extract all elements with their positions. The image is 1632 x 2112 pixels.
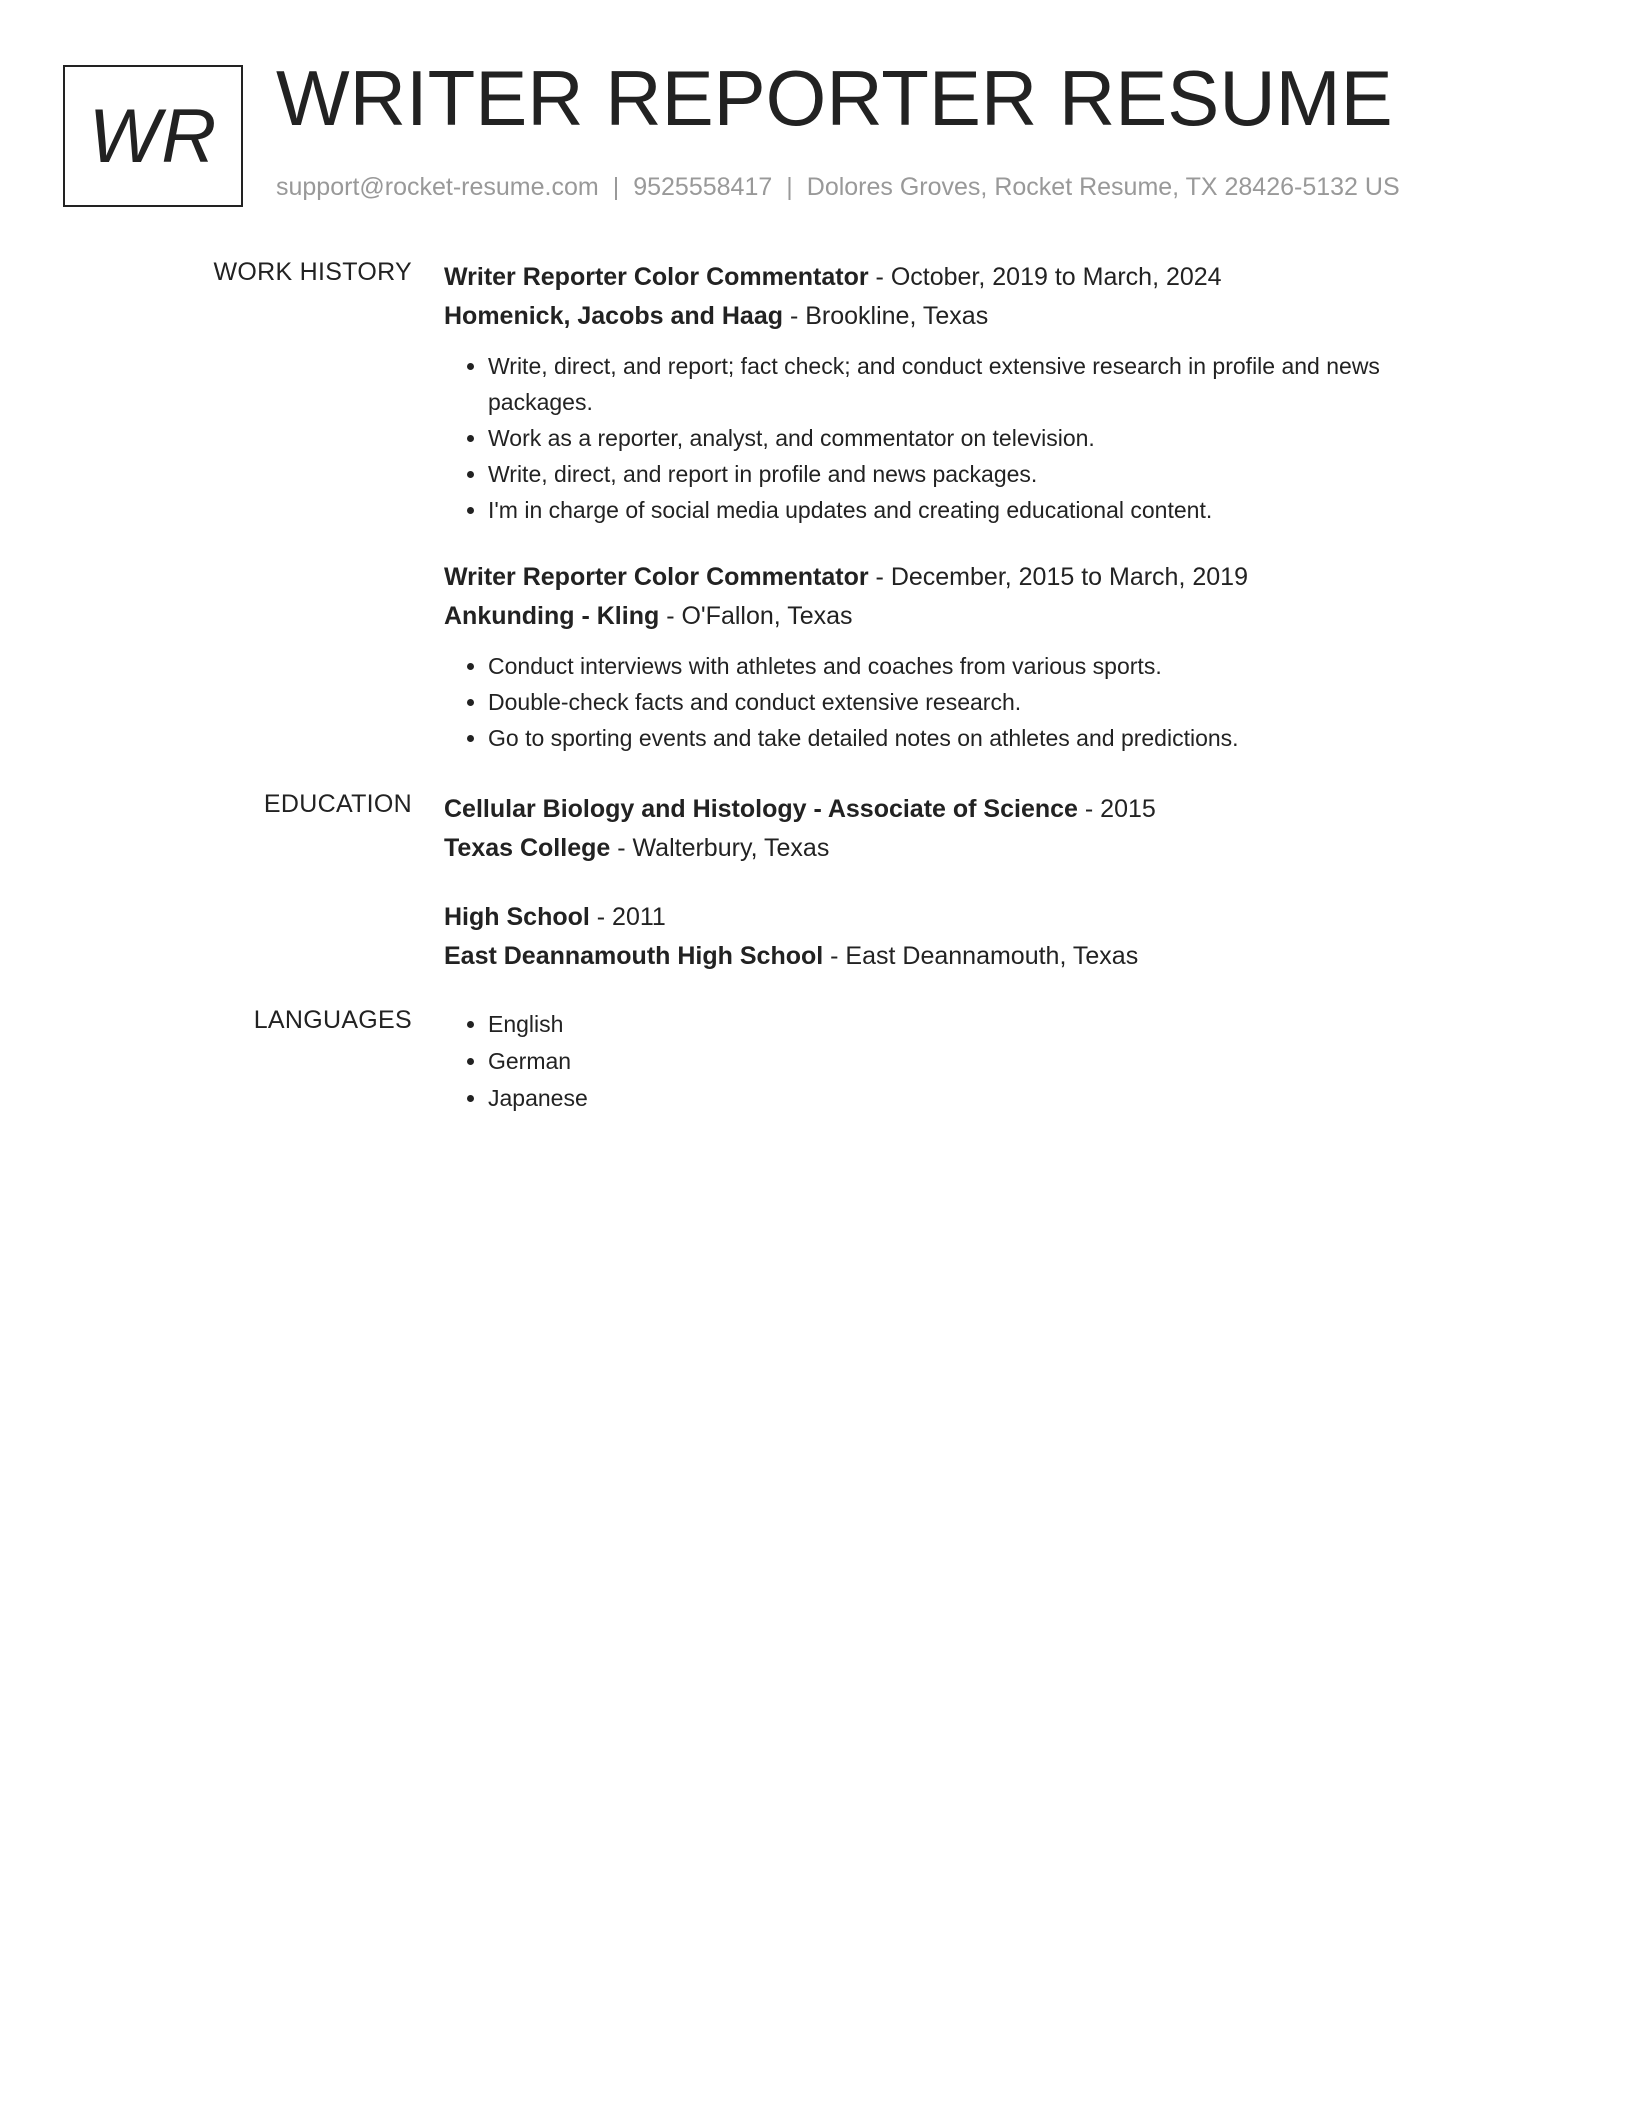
language-item: • German — [488, 1043, 1484, 1080]
contact-address: Dolores Groves, Rocket Resume, TX 28426-5132 US — [806, 173, 1400, 201]
education-year: - 2011 — [596, 903, 666, 931]
monogram-box — [63, 65, 243, 207]
job-company: Ankunding - Kling — [444, 602, 660, 630]
resume-title: WRITER REPORTER RESUME — [276, 54, 1393, 142]
education-location: - East Deannamouth, Texas — [830, 942, 1139, 970]
languages-body — [444, 1006, 1484, 1117]
job-title-line — [444, 558, 1484, 597]
contact-phone: 9525558417 — [633, 173, 773, 201]
education-school: Texas College — [444, 834, 611, 862]
job-entry — [444, 558, 1484, 756]
job-duty-item: • Write, direct, and report in profile and news packages. — [488, 456, 1484, 492]
section-label-languages: LANGUAGES — [253, 1006, 412, 1034]
languages-list — [444, 1006, 1484, 1117]
job-duty-item: • Work as a reporter, analyst, and commentator on television. — [488, 420, 1484, 456]
contact-separator: | — [786, 173, 793, 201]
section-label-education: EDUCATION — [263, 790, 412, 818]
job-dates: - December, 2015 to March, 2019 — [875, 563, 1248, 591]
job-location: - O'Fallon, Texas — [666, 602, 853, 630]
job-title-line — [444, 258, 1484, 297]
education-degree: Cellular Biology and Histology - Associate of Science — [444, 795, 1078, 823]
section-label-work-history: WORK HISTORY — [213, 258, 412, 286]
job-dates: - October, 2019 to March, 2024 — [875, 263, 1222, 291]
job-duty-item: • I'm in charge of social media updates and creating educational content. — [488, 492, 1484, 528]
monogram-initials: WR — [88, 93, 218, 179]
education-entry — [444, 790, 1484, 868]
education-body — [444, 790, 1484, 1006]
contact-line — [276, 173, 1400, 202]
job-company: Homenick, Jacobs and Haag — [444, 302, 784, 330]
job-title: Writer Reporter Color Commentator — [444, 263, 869, 291]
education-school: East Deannamouth High School — [444, 942, 824, 970]
job-company-line — [444, 297, 1484, 336]
job-company-line — [444, 597, 1484, 636]
job-duty-item: • Write, direct, and report; fact check; and conduct extensive research in profile and news packages. — [488, 348, 1484, 420]
education-degree-line — [444, 898, 1484, 937]
job-title: Writer Reporter Color Commentator — [444, 563, 869, 591]
job-duties-list — [444, 348, 1484, 528]
work-history-body — [444, 258, 1484, 786]
education-year: - 2015 — [1084, 795, 1156, 823]
job-duty-item: • Go to sporting events and take detailed notes on athletes and predictions. — [488, 720, 1484, 756]
education-degree: High School — [444, 903, 590, 931]
education-entry — [444, 898, 1484, 976]
education-school-line — [444, 937, 1484, 976]
language-item: • English — [488, 1006, 1484, 1043]
contact-separator: | — [612, 173, 620, 201]
education-degree-line — [444, 790, 1484, 829]
job-duty-item: • Conduct interviews with athletes and coaches from various sports. — [488, 648, 1484, 684]
language-item: • Japanese — [488, 1080, 1484, 1117]
education-school-line — [444, 829, 1484, 868]
job-duties-list — [444, 648, 1484, 756]
job-location: - Brookline, Texas — [789, 302, 989, 330]
education-location: - Walterbury, Texas — [617, 834, 830, 862]
job-duty-item: • Double-check facts and conduct extensive research. — [488, 684, 1484, 720]
contact-email: support@rocket-resume.com — [276, 173, 599, 201]
job-entry — [444, 258, 1484, 528]
